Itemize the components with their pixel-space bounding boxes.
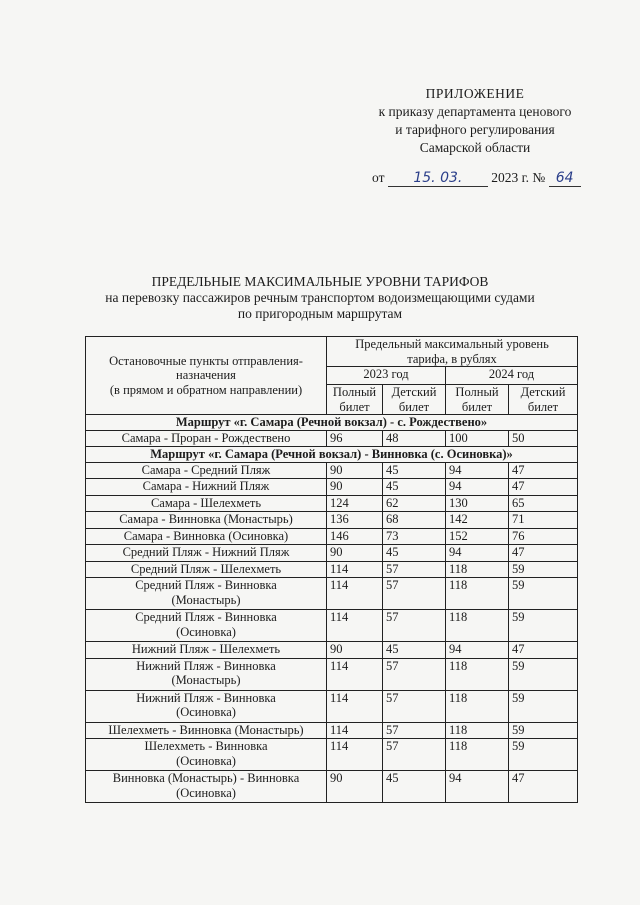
child-2024-cell: 71 — [509, 512, 578, 529]
order-date-line — [372, 168, 612, 188]
child-2023-cell: 57 — [383, 722, 446, 739]
route-header-row — [86, 415, 578, 431]
order-date-field — [388, 170, 488, 187]
child-2024-cell: 59 — [509, 739, 578, 771]
child-2023-cell: 45 — [383, 462, 446, 479]
table-row — [86, 462, 578, 479]
child-2024-cell: 76 — [509, 528, 578, 545]
full-2024-cell: 94 — [446, 545, 509, 562]
child-2023-cell: 57 — [383, 578, 446, 610]
child-2023-cell: 45 — [383, 545, 446, 562]
title-line: по пригородным маршрутам — [237, 306, 403, 321]
table-row — [86, 561, 578, 578]
header-child-ticket-2024: Детский билет — [509, 385, 578, 415]
stops-cell: Нижний Пляж - Винновка (Монастырь) — [86, 658, 327, 690]
stops-cell: Средний Пляж - Шелехметь — [86, 561, 327, 578]
child-2023-cell: 57 — [383, 739, 446, 771]
route-title: Маршрут «г. Самара (Речной вокзал) - с. Рождествено» — [86, 415, 578, 431]
full-2023-cell: 114 — [327, 722, 383, 739]
child-2023-cell: 73 — [383, 528, 446, 545]
full-2023-cell: 114 — [327, 739, 383, 771]
order-prefix: от — [372, 170, 385, 185]
full-2024-cell: 118 — [446, 722, 509, 739]
child-2023-cell: 45 — [383, 642, 446, 659]
full-2024-cell: 152 — [446, 528, 509, 545]
child-2024-cell: 47 — [509, 642, 578, 659]
child-2023-cell: 57 — [383, 561, 446, 578]
child-2023-cell: 62 — [383, 495, 446, 512]
appendix-line: Самарской области — [419, 140, 531, 155]
table-row — [86, 690, 578, 722]
table-row — [86, 739, 578, 771]
stops-cell: Самара - Винновка (Осиновка) — [86, 528, 327, 545]
stops-cell: Средний Пляж - Нижний Пляж — [86, 545, 327, 562]
child-2024-cell: 47 — [509, 462, 578, 479]
full-2024-cell: 94 — [446, 771, 509, 803]
appendix-heading: ПРИЛОЖЕНИЕ — [425, 86, 525, 101]
full-2024-cell: 142 — [446, 512, 509, 529]
full-2024-cell: 94 — [446, 642, 509, 659]
appendix-line: и тарифного регулирования — [395, 122, 555, 137]
table-row — [86, 722, 578, 739]
header-stops: Остановочные пункты отправления- назначения (в прямом и обратном направлении) — [86, 337, 327, 415]
appendix-line: к приказу департамента ценового — [378, 104, 572, 119]
full-2024-cell: 100 — [446, 430, 509, 447]
table-row — [86, 495, 578, 512]
tariff-table — [85, 336, 578, 803]
order-number-field — [549, 170, 581, 187]
full-2024-cell: 130 — [446, 495, 509, 512]
order-number-handwritten: 64 — [555, 170, 574, 186]
full-2023-cell: 146 — [327, 528, 383, 545]
table-row — [86, 430, 578, 447]
header-year-2024: 2024 год — [446, 367, 578, 385]
stops-cell: Самара - Шелехметь — [86, 495, 327, 512]
header-child-ticket-2023: Детский билет — [383, 385, 446, 415]
stops-cell: Самара - Винновка (Монастырь) — [86, 512, 327, 529]
child-2024-cell: 59 — [509, 658, 578, 690]
full-2024-cell: 118 — [446, 690, 509, 722]
header-max-level: Предельный максимальный уровень тарифа, в рублях — [327, 337, 578, 367]
child-2024-cell: 59 — [509, 690, 578, 722]
child-2023-cell: 57 — [383, 610, 446, 642]
table-row — [86, 578, 578, 610]
stops-cell: Самара - Проран - Рождествено — [86, 430, 327, 447]
full-2023-cell: 114 — [327, 690, 383, 722]
appendix-block — [340, 85, 610, 157]
full-2024-cell: 118 — [446, 610, 509, 642]
table-row — [86, 512, 578, 529]
route-header-row — [86, 447, 578, 463]
child-2024-cell: 59 — [509, 610, 578, 642]
child-2023-cell: 48 — [383, 430, 446, 447]
table-row — [86, 771, 578, 803]
full-2024-cell: 94 — [446, 479, 509, 496]
full-2023-cell: 90 — [327, 545, 383, 562]
child-2024-cell: 47 — [509, 545, 578, 562]
stops-cell: Винновка (Монастырь) - Винновка (Осиновка) — [86, 771, 327, 803]
full-2023-cell: 114 — [327, 658, 383, 690]
child-2024-cell: 47 — [509, 771, 578, 803]
child-2024-cell: 59 — [509, 578, 578, 610]
full-2024-cell: 118 — [446, 561, 509, 578]
header-year-2023: 2023 год — [327, 367, 446, 385]
full-2023-cell: 114 — [327, 561, 383, 578]
header-full-ticket-2023: Полный билет — [327, 385, 383, 415]
full-2023-cell: 90 — [327, 479, 383, 496]
child-2023-cell: 45 — [383, 479, 446, 496]
stops-cell: Шелехметь - Винновка (Монастырь) — [86, 722, 327, 739]
route-title: Маршрут «г. Самара (Речной вокзал) - Винновка (с. Осиновка)» — [86, 447, 578, 463]
document-title — [20, 274, 620, 322]
full-2023-cell: 96 — [327, 430, 383, 447]
child-2023-cell: 45 — [383, 771, 446, 803]
order-date-handwritten: 15. 03. — [413, 170, 463, 186]
table-row — [86, 610, 578, 642]
stops-cell: Шелехметь - Винновка (Осиновка) — [86, 739, 327, 771]
full-2023-cell: 136 — [327, 512, 383, 529]
stops-cell: Средний Пляж - Винновка (Монастырь) — [86, 578, 327, 610]
child-2023-cell: 57 — [383, 690, 446, 722]
stops-cell: Самара - Нижний Пляж — [86, 479, 327, 496]
full-2024-cell: 118 — [446, 739, 509, 771]
child-2024-cell: 65 — [509, 495, 578, 512]
table-row — [86, 479, 578, 496]
child-2024-cell: 59 — [509, 561, 578, 578]
child-2024-cell: 47 — [509, 479, 578, 496]
table-row — [86, 658, 578, 690]
child-2024-cell: 50 — [509, 430, 578, 447]
full-2023-cell: 90 — [327, 642, 383, 659]
full-2024-cell: 118 — [446, 578, 509, 610]
header-full-ticket-2024: Полный билет — [446, 385, 509, 415]
child-2023-cell: 68 — [383, 512, 446, 529]
table-row — [86, 642, 578, 659]
child-2024-cell: 59 — [509, 722, 578, 739]
full-2023-cell: 114 — [327, 578, 383, 610]
stops-cell: Нижний Пляж - Винновка (Осиновка) — [86, 690, 327, 722]
full-2024-cell: 94 — [446, 462, 509, 479]
full-2023-cell: 90 — [327, 771, 383, 803]
full-2024-cell: 118 — [446, 658, 509, 690]
order-year: 2023 г. № — [491, 170, 546, 185]
full-2023-cell: 90 — [327, 462, 383, 479]
full-2023-cell: 124 — [327, 495, 383, 512]
full-2023-cell: 114 — [327, 610, 383, 642]
table-row — [86, 545, 578, 562]
title-line: ПРЕДЕЛЬНЫЕ МАКСИМАЛЬНЫЕ УРОВНИ ТАРИФОВ — [151, 274, 489, 289]
child-2023-cell: 57 — [383, 658, 446, 690]
tariff-table-body — [86, 415, 578, 803]
title-line: на перевозку пассажиров речным транспортом водоизмещающими судами — [105, 290, 535, 305]
stops-cell: Нижний Пляж - Шелехметь — [86, 642, 327, 659]
stops-cell: Самара - Средний Пляж — [86, 462, 327, 479]
stops-cell: Средний Пляж - Винновка (Осиновка) — [86, 610, 327, 642]
table-row — [86, 528, 578, 545]
